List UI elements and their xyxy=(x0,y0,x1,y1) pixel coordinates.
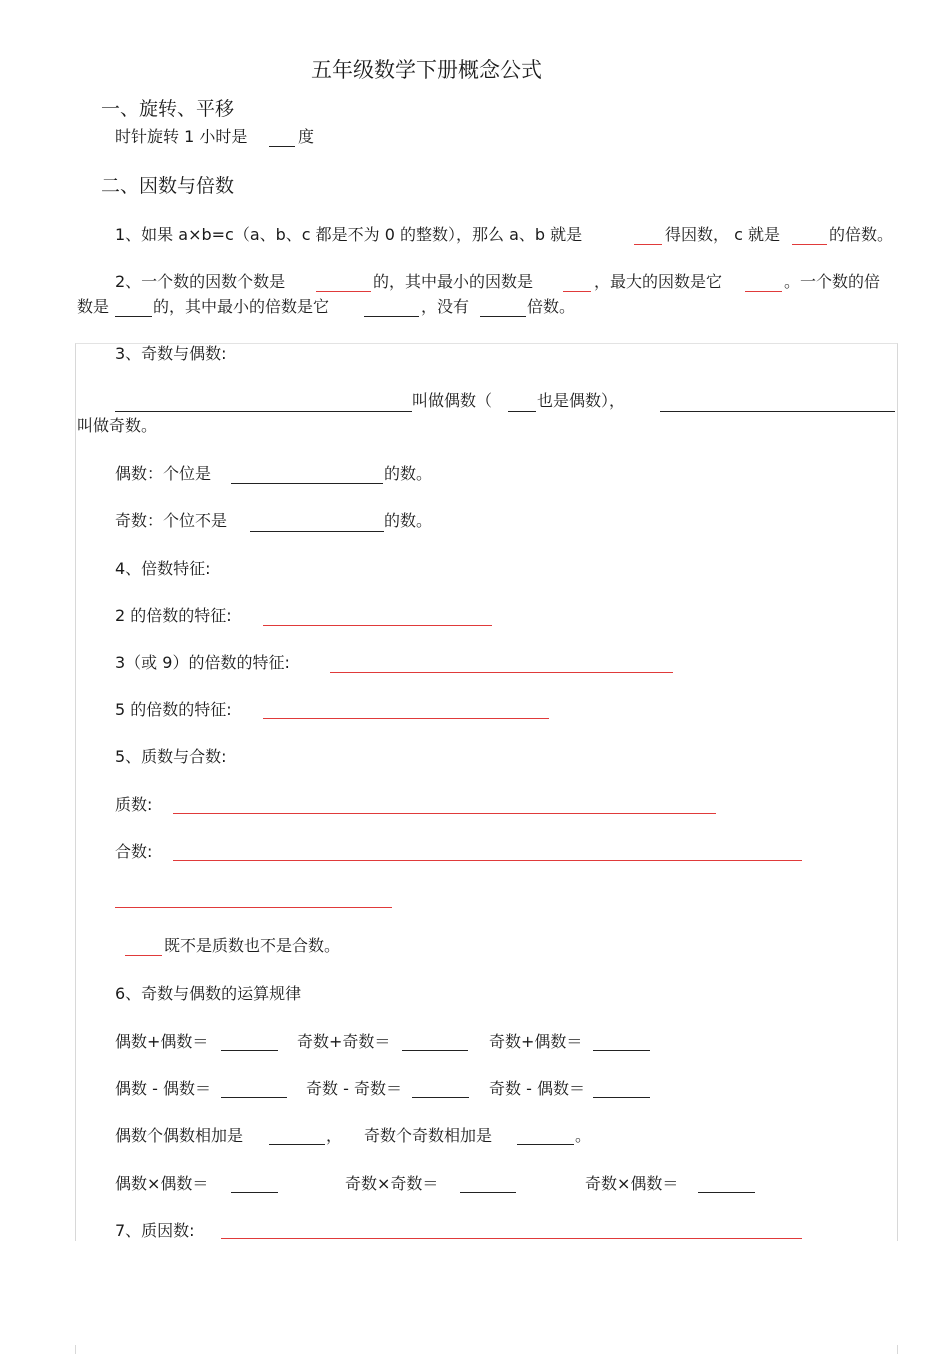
p3-text-a: 叫做偶数（ xyxy=(412,391,493,410)
rule-odd-minus-odd: 奇数 - 奇数＝ xyxy=(306,1079,402,1098)
p3-text-b: 也是偶数）， xyxy=(537,391,626,410)
page-title: 五年级数学下册概念公式 xyxy=(311,58,542,82)
blank xyxy=(221,1050,278,1051)
p6-heading: 6、奇数与偶数的运算规律 xyxy=(115,984,302,1003)
blank xyxy=(593,1050,650,1051)
composite-label: 合数: xyxy=(115,842,153,861)
multiple-2-label: 2 的倍数的特征: xyxy=(115,606,232,625)
multiple-5-label: 5 的倍数的特征: xyxy=(115,700,232,719)
odd-text-a: 奇数：个位不是 xyxy=(115,511,228,530)
section-rotation-heading: 一、旋转、平移 xyxy=(101,98,235,120)
prime-label: 质数: xyxy=(115,795,153,814)
rotation-text-b: 度 xyxy=(298,127,315,146)
blank xyxy=(460,1192,516,1193)
rule-odd-plus-even: 奇数+偶数＝ xyxy=(489,1032,583,1051)
blank xyxy=(698,1192,755,1193)
content-frame xyxy=(75,343,898,1354)
p2-text-a: 2、一个数的因数个数是 xyxy=(115,272,286,291)
blank xyxy=(316,291,371,292)
blank xyxy=(269,146,295,147)
blank xyxy=(792,244,827,245)
blank xyxy=(364,316,419,317)
p2-text-c: ，最大的因数是它 xyxy=(594,272,723,291)
rule-sum-even-count: 偶数个偶数相加是 xyxy=(115,1126,244,1145)
p1-text-c: 的倍数。 xyxy=(829,225,894,244)
blank xyxy=(480,316,526,317)
p2-text-g: ，没有 xyxy=(421,297,470,316)
blank xyxy=(269,1144,325,1145)
p2-text-d: 。一个数的倍 xyxy=(784,272,881,291)
p7-heading: 7、质因数: xyxy=(115,1221,195,1240)
p4-heading: 4、倍数特征: xyxy=(115,559,211,578)
neither-text: 既不是质数也不是合数。 xyxy=(164,936,341,955)
rule-odd-plus-odd: 奇数+奇数＝ xyxy=(297,1032,391,1051)
blank xyxy=(231,1192,278,1193)
section-factors-heading: 二、因数与倍数 xyxy=(101,175,235,197)
p5-heading: 5、质数与合数: xyxy=(115,747,227,766)
rule-odd-minus-even: 奇数 - 偶数＝ xyxy=(489,1079,585,1098)
rule-even-plus-even: 偶数+偶数＝ xyxy=(115,1032,209,1051)
p1-text-b: 得因数， c 就是 xyxy=(665,225,780,244)
multiple-3-label: 3（或 9）的倍数的特征: xyxy=(115,653,290,672)
even-text-b: 的数。 xyxy=(384,464,433,483)
blank xyxy=(634,244,662,245)
rule-even-times-even: 偶数×偶数＝ xyxy=(115,1174,209,1193)
blank xyxy=(263,625,492,626)
blank xyxy=(173,860,802,861)
blank xyxy=(263,718,549,719)
page-cutoff xyxy=(0,1241,950,1345)
odd-text-b: 的数。 xyxy=(384,511,433,530)
blank xyxy=(115,316,152,317)
p2-text-f: 的，其中最小的倍数是它 xyxy=(153,297,330,316)
blank xyxy=(221,1238,802,1239)
blank xyxy=(115,907,392,908)
blank xyxy=(250,531,384,532)
comma: ， xyxy=(326,1126,343,1145)
p2-text-b: 的，其中最小的因数是 xyxy=(373,272,534,291)
rule-odd-times-even: 奇数×偶数＝ xyxy=(585,1174,679,1193)
blank xyxy=(115,411,412,412)
p2-text-e: 数是 xyxy=(77,297,110,316)
blank xyxy=(125,955,162,956)
rule-even-minus-even: 偶数 - 偶数＝ xyxy=(115,1079,211,1098)
blank xyxy=(402,1050,468,1051)
p1-text-a: 1、如果 a×b=c（a、b、c 都是不为 0 的整数），那么 a、b 就是 xyxy=(115,225,583,244)
blank xyxy=(508,411,536,412)
rule-odd-times-odd: 奇数×奇数＝ xyxy=(345,1174,439,1193)
blank xyxy=(593,1097,650,1098)
blank xyxy=(330,672,673,673)
p2-text-h: 倍数。 xyxy=(527,297,576,316)
p3-heading: 3、奇数与偶数: xyxy=(115,344,227,363)
blank xyxy=(221,1097,287,1098)
blank xyxy=(563,291,591,292)
blank xyxy=(412,1097,469,1098)
rule-sum-odd-count: 奇数个奇数相加是 xyxy=(364,1126,493,1145)
blank xyxy=(517,1144,574,1145)
period: 。 xyxy=(575,1126,592,1145)
blank xyxy=(745,291,782,292)
rotation-text-a: 时针旋转 1 小时是 xyxy=(115,127,248,146)
blank xyxy=(231,483,383,484)
p3-text-c: 叫做奇数。 xyxy=(77,416,158,435)
blank xyxy=(173,813,716,814)
blank xyxy=(660,411,895,412)
even-text-a: 偶数：个位是 xyxy=(115,464,212,483)
